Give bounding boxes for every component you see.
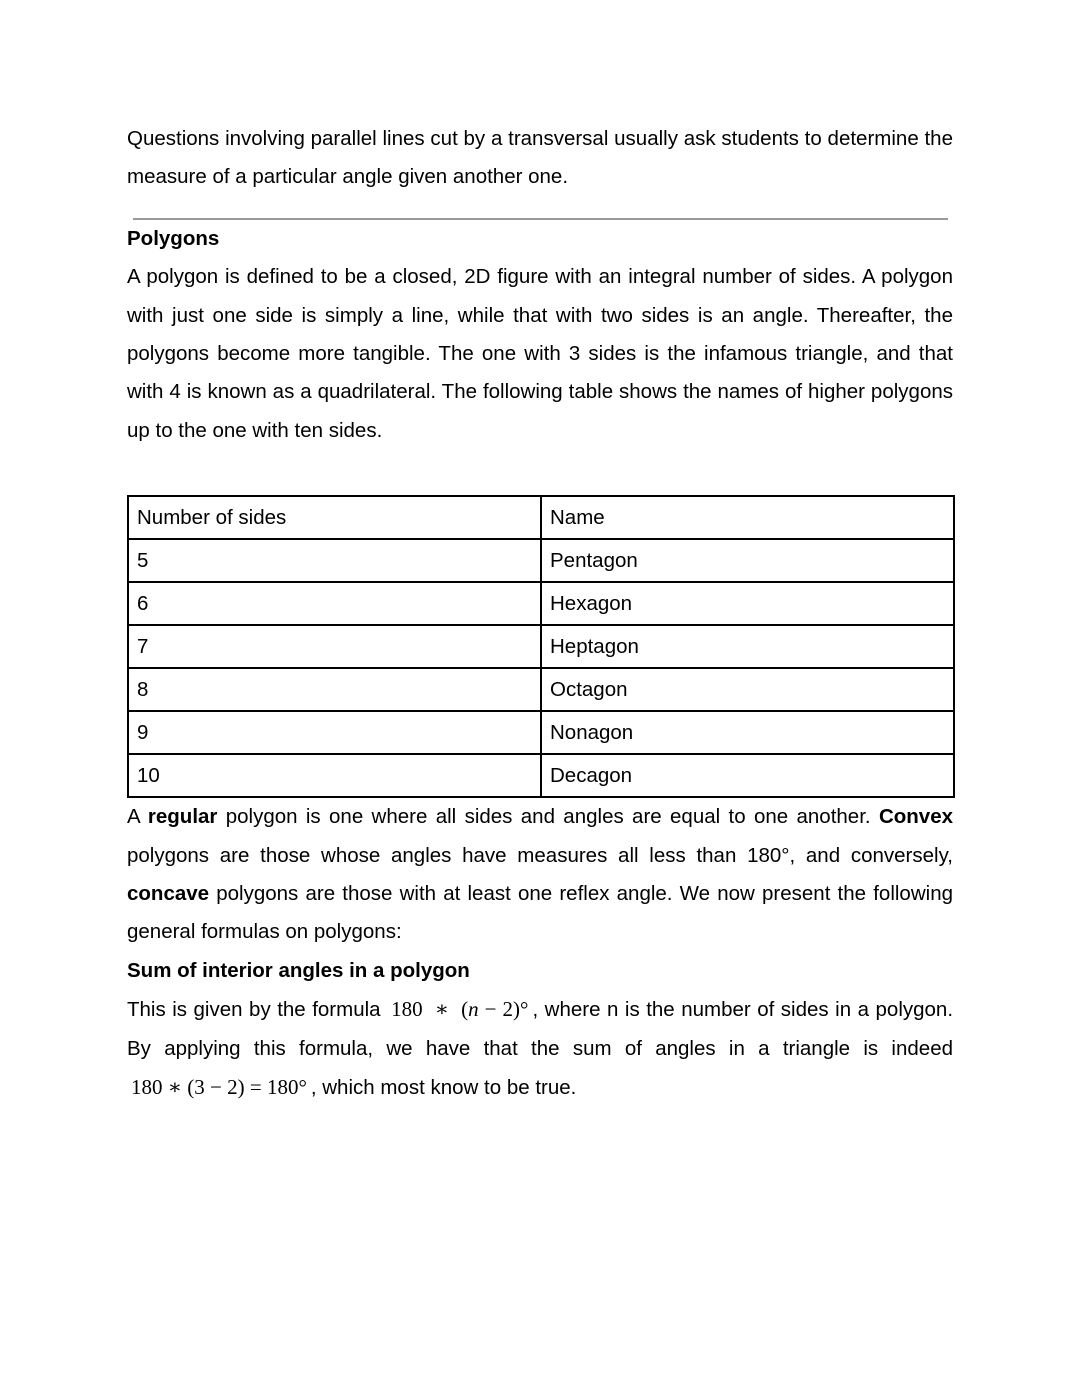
polygons-paragraph: A polygon is defined to be a closed, 2D figure with an integral number of sides. A polygon with just one side is simply a line, while that with two sides is an angle. Thereafter, the polygons become more tangible. The one with 3 sides is the infamous triangle, and that with 4 is known as a quadrilateral. The following table shows the names of higher polygons up to the one with ten sides.: [127, 265, 953, 442]
document-page: [127, 120, 953, 1108]
polygon-names-table: [127, 495, 955, 798]
header-number-of-sides: Number of sides: [128, 496, 541, 539]
term-convex: Convex: [878, 805, 953, 829]
term-concave: concave: [127, 882, 210, 906]
sides-cell: 10: [128, 754, 541, 797]
name-cell: Pentagon: [541, 539, 954, 582]
name-cell: Decagon: [541, 754, 954, 797]
text-run: This is given by the formula: [127, 998, 388, 1022]
text-run: polygons are those with at least one reflex angle. We now present the following general formulas on polygons:: [127, 882, 953, 944]
table-row: [128, 711, 954, 754]
sides-cell: 7: [128, 625, 541, 668]
table-row: [128, 582, 954, 625]
text-run: polygon is one where all sides and angles are equal to one another.: [217, 805, 879, 829]
table-row: [128, 539, 954, 582]
table-row: [128, 754, 954, 797]
sides-cell: 8: [128, 668, 541, 711]
regular-polygon-paragraph: [127, 798, 953, 952]
name-cell: Octagon: [541, 668, 954, 711]
formula-interior-angles: 180 ∗ (n − 2)°: [391, 997, 529, 1022]
intro-paragraph: Questions involving parallel lines cut by a transversal usually ask students to determine the measure of a particular angle given another one.: [127, 127, 953, 189]
text-run: A: [127, 805, 148, 829]
formula-triangle-example: 180 ∗ (3 − 2) = 180°: [131, 1075, 307, 1100]
sides-cell: 5: [128, 539, 541, 582]
sides-cell: 9: [128, 711, 541, 754]
polygons-heading: Polygons: [127, 226, 220, 250]
sides-cell: 6: [128, 582, 541, 625]
name-cell: Hexagon: [541, 582, 954, 625]
name-cell: Nonagon: [541, 711, 954, 754]
table-header-row: [128, 496, 954, 539]
term-regular: regular: [147, 805, 218, 829]
text-run: polygons are those whose angles have measures all less than 180°, and conversely,: [127, 843, 953, 867]
text-run: , where n is the number of sides in a polygon. By applying this formula, we have that the sum of angles in a triangle is indeed: [127, 998, 954, 1060]
table-row: [128, 668, 954, 711]
table-row: [128, 625, 954, 668]
text-run: , which most know to be true.: [310, 1076, 577, 1100]
name-cell: Heptagon: [541, 625, 954, 668]
header-name: Name: [541, 496, 954, 539]
sum-interior-angles-heading: Sum of interior angles in a polygon: [127, 958, 470, 982]
sum-interior-angles-paragraph: [127, 990, 953, 1107]
